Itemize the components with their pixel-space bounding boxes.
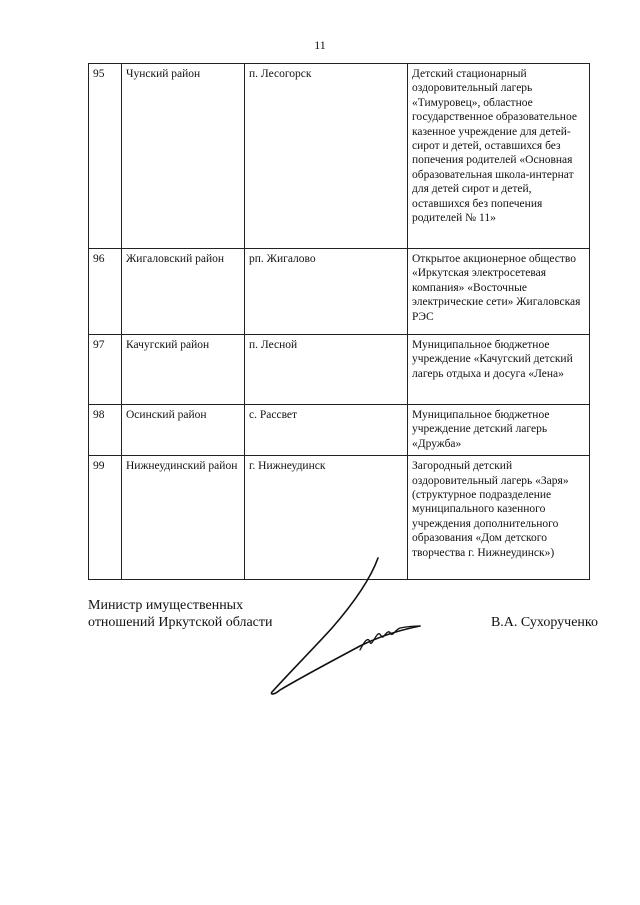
table-row bbox=[89, 405, 590, 456]
organization-cell: Муниципальное бюджетное учреждение детский лагерь «Дружба» bbox=[408, 405, 590, 456]
place-cell: п. Лесной bbox=[245, 335, 408, 405]
district-cell: Осинский район bbox=[122, 405, 245, 456]
organization-cell: Муниципальное бюджетное учреждение «Качугский детский лагерь отдыха и досуга «Лена» bbox=[408, 335, 590, 405]
handwritten-signature bbox=[260, 550, 440, 710]
place-cell: с. Рассвет bbox=[245, 405, 408, 456]
signatory-title-line-2: отношений Иркутской области bbox=[88, 615, 273, 630]
place-cell: п. Лесогорск bbox=[245, 64, 408, 249]
place-cell: г. Нижнеудинск bbox=[245, 456, 408, 580]
organization-cell: Загородный детский оздоровительный лагерь «Заря» (структурное подразделение муниципального казенного учреждения дополнительного образования «Дом детского творчества г. Нижнеудинск») bbox=[408, 456, 590, 580]
row-number-cell: 98 bbox=[89, 405, 122, 456]
organization-cell: Открытое акционерное общество «Иркутская электросетевая компания» «Восточные электрические сети» Жигаловская РЭС bbox=[408, 249, 590, 335]
table-row bbox=[89, 249, 590, 335]
page-number: 11 bbox=[314, 38, 326, 52]
row-number-cell: 97 bbox=[89, 335, 122, 405]
place-cell: рп. Жигалово bbox=[245, 249, 408, 335]
signatory-name: В.А. Сухорученко bbox=[490, 615, 598, 630]
table-row bbox=[89, 335, 590, 405]
table-row bbox=[89, 64, 590, 249]
signatory-title-line-1: Министр имущественных bbox=[88, 598, 244, 613]
signatory-title bbox=[88, 597, 273, 631]
row-number-cell: 95 bbox=[89, 64, 122, 249]
district-cell: Жигаловский район bbox=[122, 249, 245, 335]
row-number-cell: 96 bbox=[89, 249, 122, 335]
organization-cell: Детский стационарный оздоровительный лагерь «Тимуровец», областное государственное образовательное казенное учреждение для детей-сирот и детей, оставшихся без попечения родителей «Основная образовательная школа-интернат для детей сирот и детей, оставшихся без попечения родителей № 11» bbox=[408, 64, 590, 249]
district-cell: Качугский район bbox=[122, 335, 245, 405]
camps-table bbox=[88, 63, 590, 580]
district-cell: Чунский район bbox=[122, 64, 245, 249]
district-cell: Нижнеудинский район bbox=[122, 456, 245, 580]
row-number-cell: 99 bbox=[89, 456, 122, 580]
